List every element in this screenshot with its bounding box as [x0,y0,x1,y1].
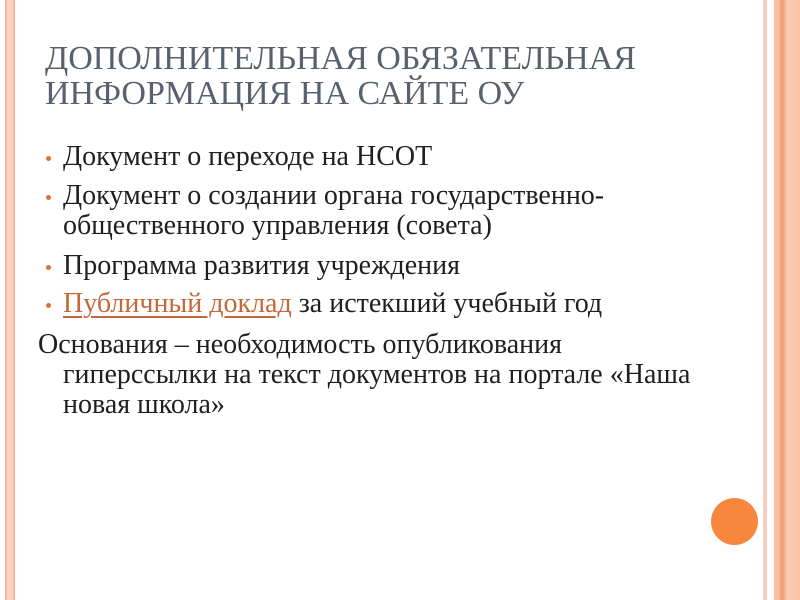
left-accent-stripe [5,0,15,600]
right-accent-thin-line [763,0,767,600]
bullet-dot-icon [46,156,51,161]
page-number-circle [711,498,758,545]
bullet-text [63,289,638,319]
slide-title-line-2: ИНФОРМАЦИЯ НА САЙТЕ ОУ [45,75,525,112]
bullet-dot-icon [46,195,51,200]
bullet-text: Документ о создании органа государственно-общественного управления (совета) [63,180,605,241]
bullet-dot-icon [46,265,51,270]
bullet-item-nsot [46,142,638,172]
basis-note-paragraph: Основания – необходимость опубликования гиперссылки на текст документов на портале «Наша новая школа» [38,329,691,420]
right-accent-band [774,0,800,600]
public-report-link[interactable]: Публичный доклад [63,288,292,319]
bullet-item-governance-body [46,181,638,241]
slide-title-line-1: ДОПОЛНИТЕЛЬНАЯ ОБЯЗАТЕЛЬНАЯ [45,40,636,77]
bullet-text: Документ о переходе на НСОТ [63,141,433,172]
bullet-text: Программа развития учреждения [63,250,460,281]
bullet-item-public-report [46,289,638,319]
bullet-dot-icon [46,303,51,308]
slide-title [45,41,636,111]
bullet-text-rest: за истекший учебный год [291,288,603,319]
bullet-item-development-program [46,251,638,281]
